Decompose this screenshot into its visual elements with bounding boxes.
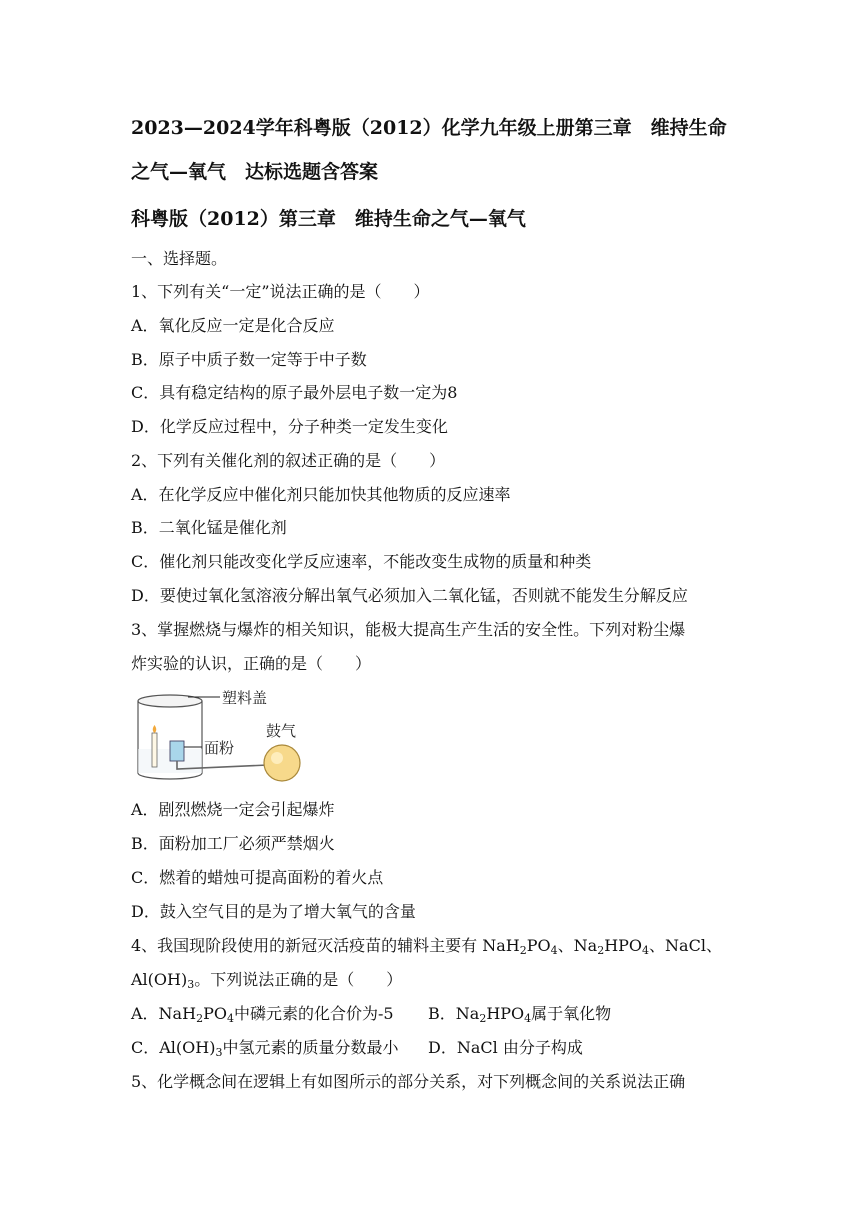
candle xyxy=(152,733,157,767)
q1-option-c: C．具有稳定结构的原子最外层电子数一定为8 xyxy=(131,383,458,402)
q1-option-d: D．化学反应过程中，分子种类一定发生变化 xyxy=(131,417,448,436)
q1-stem: 1、下列有关“一定”说法正确的是（ ） xyxy=(131,282,430,301)
q2-option-a: A．在化学反应中催化剂只能加快其他物质的反应速率 xyxy=(131,485,511,504)
q4-options-row2 xyxy=(131,1038,751,1058)
flour-cup xyxy=(170,741,184,761)
q4-option-d: D．NaCl 由分子构成 xyxy=(428,1038,583,1057)
q5-stem-line1: 5、化学概念间在逻辑上有如图所示的部分关系，对下列概念间的关系说法正确 xyxy=(131,1072,686,1091)
q4-stem-line1: 4、我国现阶段使用的新冠灭活疫苗的辅料主要有 $NaH_2PO_4$、$Na_2HPO_4$、NaCl、 xyxy=(131,936,722,957)
label-blow-air: 鼓气 xyxy=(266,722,297,740)
q1-option-a: A．氧化反应一定是化合反应 xyxy=(131,316,335,335)
label-flour: 面粉 xyxy=(204,739,235,757)
q3-option-a: A．剧烈燃烧一定会引起爆炸 xyxy=(131,800,335,819)
q4-stem-line2: $Al(OH)_3$。下列说法正确的是（ ） xyxy=(131,970,403,991)
q3-option-b: B．面粉加工厂必须严禁烟火 xyxy=(131,834,335,853)
dust-explosion-figure xyxy=(128,689,308,785)
section-label: 一、选择题。 xyxy=(131,249,228,268)
q3-stem-line1: 3、掌握燃烧与爆炸的相关知识，能极大提高生产生活的安全性。下列对粉尘爆 xyxy=(131,620,686,639)
air-bulb xyxy=(264,745,300,781)
q2-option-c: C．催化剂只能改变化学反应速率，不能改变生成物的质量和种类 xyxy=(131,552,592,571)
q3-stem-line2: 炸实验的认识，正确的是（ ） xyxy=(131,654,372,673)
q4-option-a: A．$NaH_2PO_4$中磷元素的化合价为-5 xyxy=(131,1004,394,1025)
q2-option-d: D．要使过氧化氢溶液分解出氧气必须加入二氧化锰，否则就不能发生分解反应 xyxy=(131,586,688,605)
q1-option-b: B．原子中质子数一定等于中子数 xyxy=(131,350,367,369)
q3-option-d: D．鼓入空气目的是为了增大氧气的含量 xyxy=(131,902,416,921)
q2-option-b: B．二氧化锰是催化剂 xyxy=(131,518,287,537)
q2-stem: 2、下列有关催化剂的叙述正确的是（ ） xyxy=(131,451,446,470)
document-title-line2: 之气—氧气 达标选题含答案 xyxy=(131,161,379,183)
document-title-line1: 2023—2024学年科粤版（2012）化学九年级上册第三章 维持生命 xyxy=(131,117,727,139)
q4-options-row1 xyxy=(131,1004,751,1024)
chapter-subtitle: 科粤版（2012）第三章 维持生命之气—氧气 xyxy=(131,208,526,230)
q4-option-c: C．$Al(OH)_3$中氢元素的质量分数最小 xyxy=(131,1038,399,1059)
label-plastic-lid: 塑料盖 xyxy=(222,689,268,707)
q3-option-c: C．燃着的蜡烛可提高面粉的着火点 xyxy=(131,868,384,887)
q4-option-b: B．$Na_2HPO_4$属于氧化物 xyxy=(428,1004,612,1025)
flame-icon xyxy=(153,725,157,733)
